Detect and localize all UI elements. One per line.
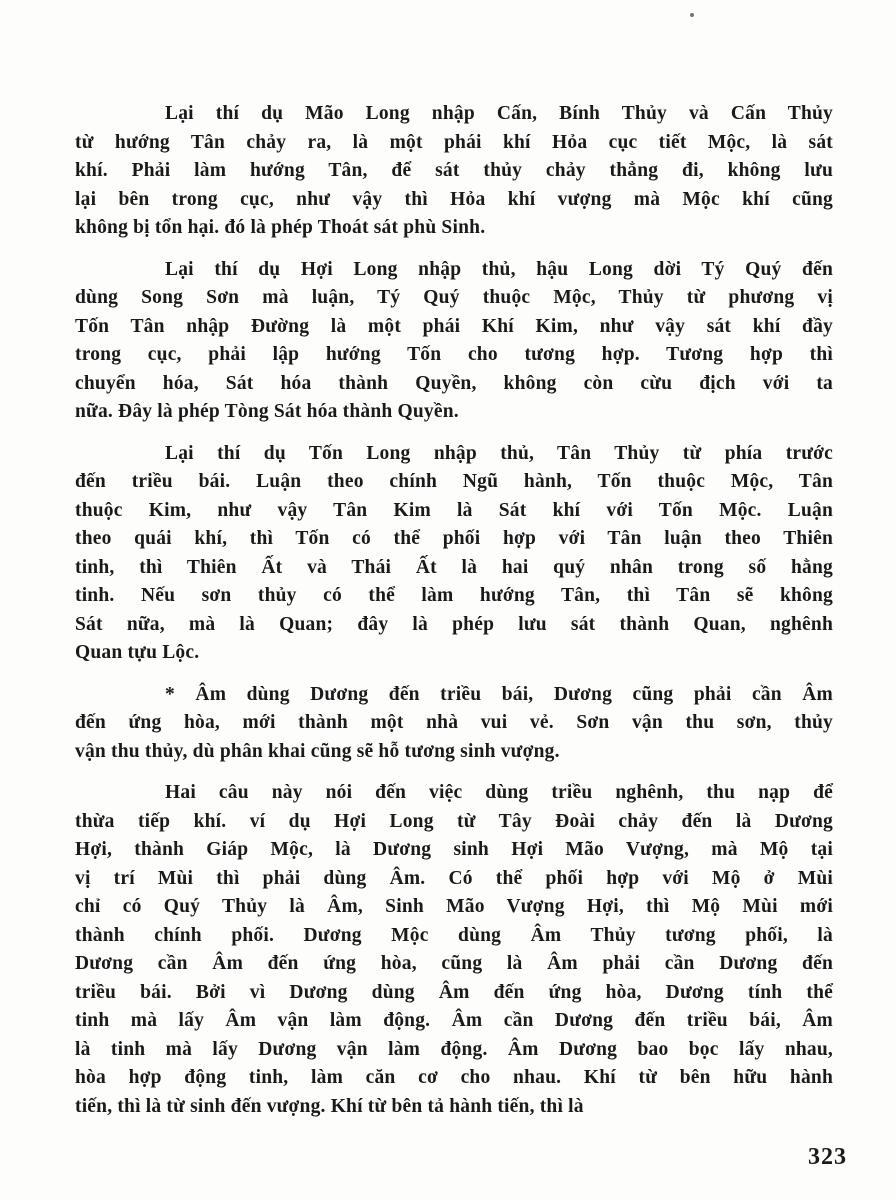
text-line: vị trí Mùi thì phải dùng Âm. Có thể phối hợp với Mộ ở Mùi	[75, 867, 833, 889]
page-number: 323	[808, 1144, 847, 1170]
text-line: Hai câu này nói đến việc dùng triều nghênh, thu nạp để	[165, 782, 833, 803]
text-line: vận thu thủy, dù phân khai cũng sẽ hỗ tương sinh vượng.	[75, 740, 560, 762]
text-line: Tốn Tân nhập Đường là một phái Khí Kim, như vậy sát khí đầy	[75, 315, 833, 337]
text-line: tiến, thì là từ sinh đến vượng. Khí từ bên tả hành tiến, thì là	[75, 1095, 584, 1117]
text-line: thành chính phối. Dương Mộc dùng Âm Thủy tương phối, là	[75, 924, 833, 946]
text-line: tinh mà lấy Âm vận làm động. Âm cần Dương đến triều bái, Âm	[75, 1010, 833, 1031]
text-line: hòa hợp động tinh, làm căn cơ cho nhau. Khí từ bên hữu hành	[75, 1067, 833, 1088]
text-line: khí. Phải làm hướng Tân, để sát thủy chảy thẳng đi, không lưu	[75, 160, 833, 181]
text-line: thừa tiếp khí. ví dụ Hợi Long từ Tây Đoài chảy đến là Dương	[75, 810, 833, 832]
text-line: Hợi, thành Giáp Mộc, là Dương sinh Hợi Mão Vượng, mà Mộ tại	[75, 839, 833, 860]
text-line: theo quái khí, thì Tốn có thể phối hợp với Tân luận theo Thiên	[75, 528, 833, 549]
text-line: dùng Song Sơn mà luận, Tý Quý thuộc Mộc, Thủy từ phương vị	[75, 287, 833, 308]
paragraph	[75, 100, 833, 243]
text-line: Dương cần Âm đến ứng hòa, cũng là Âm phải cần Dương đến	[75, 953, 833, 974]
text-line: Lại thí dụ Hợi Long nhập thủ, hậu Long dời Tý Quý đến	[165, 258, 833, 280]
text-line: triều bái. Bởi vì Dương dùng Âm đến ứng hòa, Dương tính thể	[75, 981, 833, 1003]
text-line: nữa. Đây là phép Tòng Sát hóa thành Quyền.	[75, 401, 459, 422]
text-line: * Âm dùng Dương đến triều bái, Dương cũng phải cần Âm	[165, 683, 833, 705]
text-line: lại bên trong cục, như vậy thì Hỏa khí vượng mà Mộc khí cũng	[75, 188, 833, 210]
text-line: chỉ có Quý Thủy là Âm, Sinh Mão Vượng Hợi, thì Mộ Mùi mới	[75, 896, 833, 917]
text-line: không bị tổn hại. đó là phép Thoát sát phù Sinh.	[75, 217, 486, 238]
text-line: tinh. Nếu sơn thủy có thể làm hướng Tân, thì Tân sẽ không	[75, 585, 833, 606]
text-line: Sát nữa, mà là Quan; đây là phép lưu sát thành Quan, nghênh	[75, 613, 833, 635]
page-text	[75, 100, 833, 1121]
text-line: Lại thí dụ Mão Long nhập Cấn, Bính Thủy và Cấn Thủy	[165, 103, 833, 124]
text-line: từ hướng Tân chảy ra, là một phái khí Hỏa cục tiết Mộc, là sát	[75, 131, 833, 153]
ink-speck	[690, 13, 694, 17]
paragraph	[75, 779, 833, 1121]
text-line: là tinh mà lấy Dương vận làm động. Âm Dương bao bọc lấy nhau,	[75, 1038, 833, 1060]
paragraph	[75, 256, 833, 427]
text-line: Lại thí dụ Tốn Long nhập thủ, Tân Thủy từ phía trước	[165, 442, 833, 464]
text-line: thuộc Kim, như vậy Tân Kim là Sát khí với Tốn Mộc. Luận	[75, 499, 833, 521]
text-line: đến ứng hòa, mới thành một nhà vui vẻ. Sơn vận thu sơn, thủy	[75, 712, 833, 733]
text-line: chuyển hóa, Sát hóa thành Quyền, không còn cừu địch với ta	[75, 372, 833, 394]
paragraph	[75, 440, 833, 668]
text-line: trong cục, phải lập hướng Tốn cho tương hợp. Tương hợp thì	[75, 344, 833, 365]
text-line: Quan tựu Lộc.	[75, 642, 200, 663]
paragraph	[75, 681, 833, 767]
text-line: đến triều bái. Luận theo chính Ngũ hành, Tốn thuộc Mộc, Tân	[75, 471, 833, 492]
text-line: tinh, thì Thiên Ất và Thái Ất là hai quý nhân trong số hằng	[75, 556, 833, 578]
